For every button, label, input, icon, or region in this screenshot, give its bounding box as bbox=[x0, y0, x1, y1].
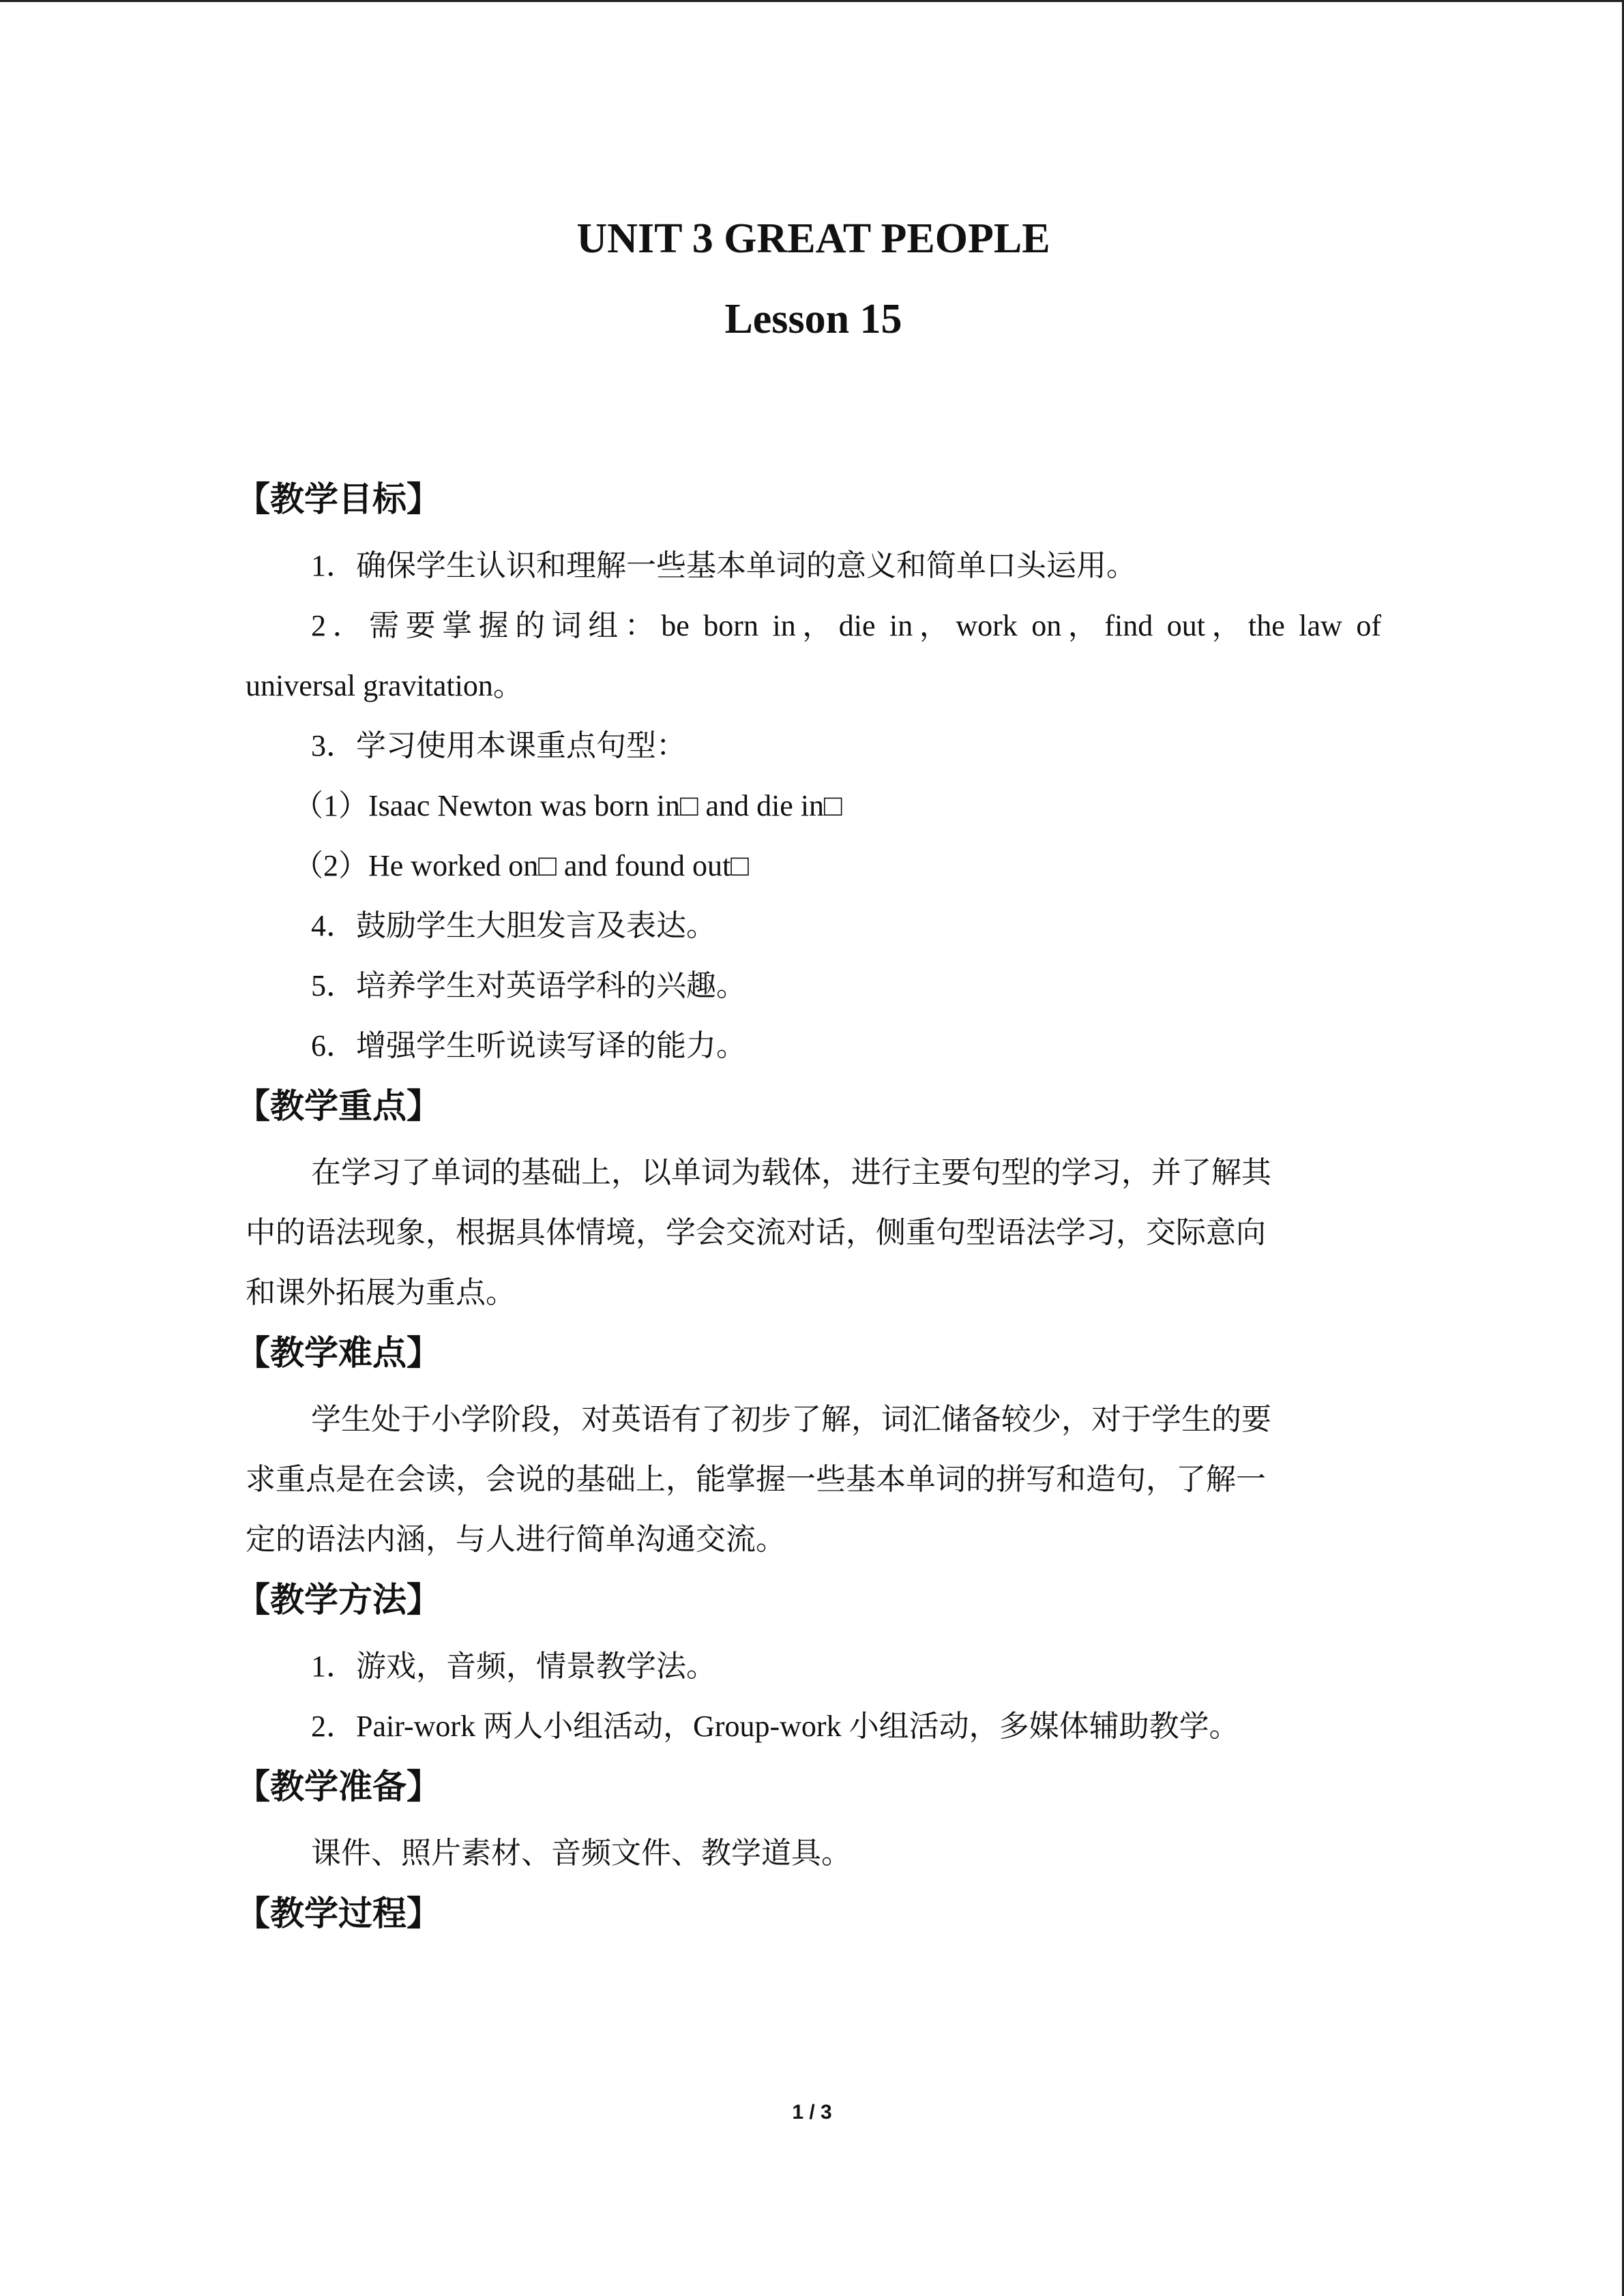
methods-item-2: 2．Pair-work 两人小组活动，Group-work 小组活动，多媒体辅助教学。 bbox=[311, 1710, 1239, 1743]
objective-item-6: 6．增强学生听说读写译的能力。 bbox=[311, 1029, 746, 1062]
objective-item-1: 1．确保学生认识和理解一些基本单词的意义和简单口头运用。 bbox=[311, 549, 1136, 582]
section-heading-key-points: 【教学重点】 bbox=[236, 1086, 441, 1126]
section-heading-preparation: 【教学准备】 bbox=[236, 1767, 441, 1806]
key-points-line-3: 和课外拓展为重点。 bbox=[246, 1276, 516, 1309]
key-points-line-2: 中的语法现象，根据具体情境，学会交流对话，侧重句型语法学习，交际意向 bbox=[246, 1216, 1266, 1249]
page-number: 1 / 3 bbox=[792, 2101, 832, 2123]
document-body bbox=[236, 205, 1381, 1943]
key-points-line-1: 在学习了单词的基础上，以单词为载体，进行主要句型的学习，并了解其 bbox=[311, 1156, 1271, 1189]
objective-item-3-sentence-2: （2）He worked on□ and found out□ bbox=[293, 849, 749, 882]
objective-item-3-sentence-1: （1）Isaac Newton was born in□ and die in□ bbox=[293, 789, 842, 822]
methods-item-1: 1．游戏，音频，情景教学法。 bbox=[311, 1650, 716, 1683]
objective-item-4: 4．鼓励学生大胆发言及表达。 bbox=[311, 909, 716, 942]
preparation-line-1: 课件、照片素材、音频文件、教学道具。 bbox=[311, 1836, 851, 1870]
objective-item-2-line-2: universal gravitation。 bbox=[246, 669, 523, 702]
difficulties-line-3: 定的语法内涵，与人进行简单沟通交流。 bbox=[246, 1523, 786, 1556]
document-subtitle: Lesson 15 bbox=[724, 296, 902, 342]
objective-item-5: 5．培养学生对英语学科的兴趣。 bbox=[311, 969, 746, 1002]
section-heading-objectives: 【教学目标】 bbox=[236, 479, 441, 519]
section-heading-difficulties: 【教学难点】 bbox=[236, 1333, 441, 1373]
section-heading-process: 【教学过程】 bbox=[236, 1894, 441, 1933]
section-heading-methods: 【教学方法】 bbox=[236, 1580, 441, 1620]
difficulties-line-2: 求重点是在会读，会说的基础上，能掌握一些基本单词的拼写和造句，了解一 bbox=[246, 1463, 1266, 1496]
document-title: UNIT 3 GREAT PEOPLE bbox=[576, 215, 1050, 262]
objective-item-3: 3．学习使用本课重点句型： bbox=[311, 729, 686, 762]
difficulties-line-1: 学生处于小学阶段，对英语有了初步了解，词汇储备较少，对于学生的要 bbox=[311, 1403, 1271, 1436]
objective-item-2-line-1: 2．需要掌握的词组：be born in，die in，work on，find out，the law of bbox=[311, 609, 1381, 642]
page-border-top bbox=[0, 0, 1624, 2]
